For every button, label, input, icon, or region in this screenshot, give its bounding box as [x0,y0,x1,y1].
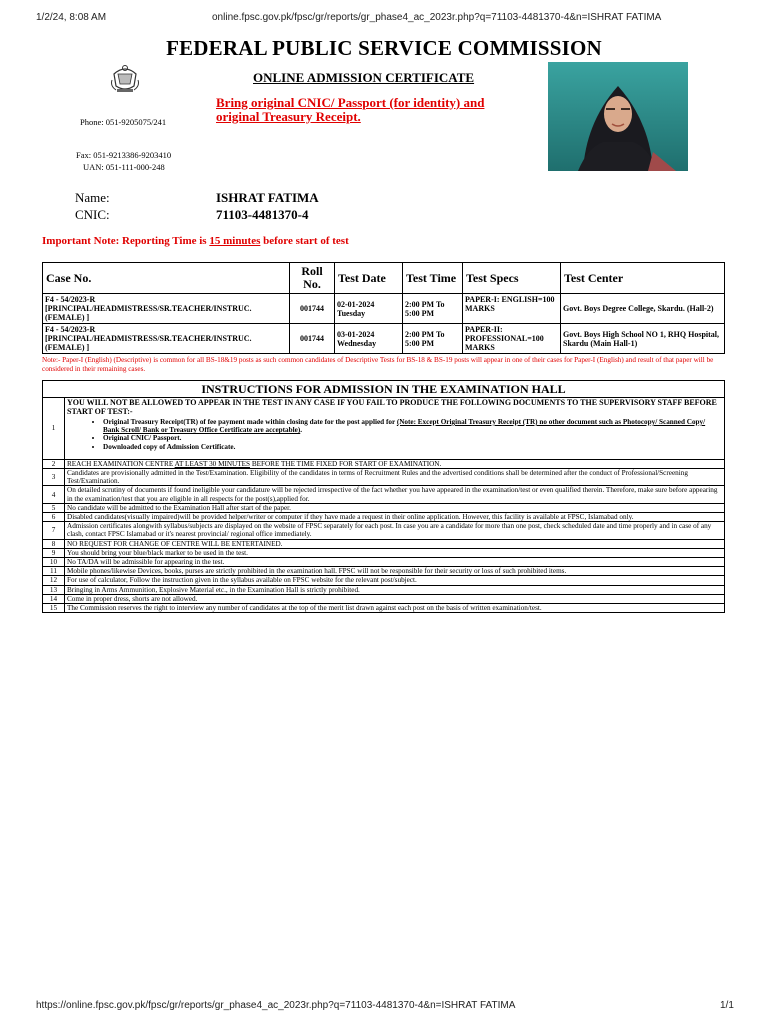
instruction-number: 13 [43,585,65,594]
instruction-text [65,398,725,460]
instruction-row [43,522,725,539]
center-cell: Govt. Boys High School NO 1, RHQ Hospital, Skardu (Main Hall-1) [561,324,725,354]
instruction-number: 11 [43,567,65,576]
instruction-text: No TA/DA will be admissible for appearing in the test. [65,558,725,567]
bring-line-1: Bring original CNIC/ Passport (for identity) and [216,95,485,110]
instruction-row [43,594,725,603]
list-item: • Original CNIC/ Passport. [103,434,722,442]
specs-cell: PAPER-I: ENGLISH=100 MARKS [463,294,561,324]
reporting-time-note [42,235,349,247]
instruction-text: Disabled candidates(visually impaired)will be provided helper/writer or computer if they have made a request in their online application. However, this facility is available at FPSC, Islamabad only. [65,513,725,522]
instruction-number: 2 [43,459,65,468]
required-documents-warning: YOU WILL NOT BE ALLOWED TO APPEAR IN THE TEST IN ANY CASE IF YOU FAIL TO PRODUCE THE FOLLOWING DOCUMENTS TO THE SUPERVISORY STAFF BEFORE START OF TEST:- [67,398,717,416]
uan-number: UAN: 051-111-000-248 [83,162,165,172]
print-datetime: 1/2/24, 8:08 AM [36,12,107,23]
instruction-number: 12 [43,576,65,585]
instruction-row [43,539,725,548]
instruction-number: 1 [43,398,65,460]
header-test-time: Test Time [403,263,463,294]
date-cell: 02-01-2024 Tuesday [335,294,403,324]
center-cell: Govt. Boys Degree College, Skardu. (Hall-2) [561,294,725,324]
reach-centre-post: BEFORE THE TIME FIXED FOR START OF EXAMINATION. [250,459,442,468]
instruction-number: 6 [43,513,65,522]
instruction-text: The Commission reserves the right to interview any number of candidates at the top of the merit list drawn against each post on the basis of written examination/test. [65,604,725,613]
header-test-date: Test Date [335,263,403,294]
instruction-row [43,503,725,512]
instruction-text: Mobile phones/likewise Devices, books, purses are strictly prohibited in the examination hall. FPSC will not be responsible for their security or loss of such prohibited items. [65,567,725,576]
bring-line-2: original Treasury Receipt. [216,109,361,124]
reach-centre-pre: REACH EXAMINATION CENTRE [67,459,175,468]
certificate-title: ONLINE ADMISSION CERTIFICATE [253,70,475,85]
instruction-number: 7 [43,522,65,539]
header-case-no: Case No. [43,263,290,294]
instruction-text: Bringing in Arms Ammunition, Explosive Material etc., in the Examination Hall is strictly prohibited. [65,585,725,594]
instruction-row [43,398,725,460]
treasury-receipt-note: (Note: Except Original Treasury Receipt (TR) no other document such as Photocopy/ Scanned Copy/ Bank Scroll/ Bank or Treasury Office Certificate are acceptable) [103,418,706,435]
print-url-bottom: https://online.fpsc.gov.pk/fpsc/gr/reports/gr_phase4_ac_2023r.php?q=71103-4481370-4&n=ISHRAT FATIMA [36,1000,516,1011]
specs-cell: PAPER-II: PROFESSIONAL=100 MARKS [463,324,561,354]
instructions-header-row [43,381,725,398]
fax-number: Fax: 051-9213386-9203410 [76,150,172,160]
instruction-number: 3 [43,469,65,486]
instruction-row [43,486,725,503]
header-test-center: Test Center [561,263,725,294]
reporting-prefix: Important Note: Reporting Time is [42,235,210,247]
instruction-text: For use of calculator, Follow the instruction given in the syllabus available on FPSC website for the relevant post/subject. [65,576,725,585]
instruction-text: You should bring your blue/black marker to be used in the test. [65,548,725,557]
name-label: Name: [75,190,110,205]
bring-documents-notice [216,96,536,124]
cnic-label: CNIC: [75,207,110,222]
instruction-row [43,558,725,567]
candidate-cnic: 71103-4481370-4 [216,207,309,222]
time-cell: 2:00 PM To 5:00 PM [403,324,463,354]
list-item [103,418,722,434]
reporting-minutes: 15 minutes [209,235,261,247]
instruction-row [43,459,725,468]
candidate-photo [548,62,688,171]
instruction-text: Admission certificates alongwith syllabus/subjects are displayed on the website of FPSC separately for each post. In case you are a candidate for more than one post, check scheduled date and time properly and in case of any clash, contact FPSC Islamabad or it's nearest provincial/ regional office immediately. [65,522,725,539]
instruction-row [43,469,725,486]
roll-cell: 001744 [290,294,335,324]
instruction-text: NO REQUEST FOR CHANGE OF CENTRE WILL BE ENTERTAINED. [65,539,725,548]
instruction-text: Come in proper dress, shorts are not allowed. [65,594,725,603]
case-cell: F4 - 54/2023-R [PRINCIPAL/HEADMISTRESS/SR.TEACHER/INSTRUC. (FEMALE) ] [43,324,290,354]
instruction-number: 10 [43,558,65,567]
treasury-receipt-text: Original Treasury Receipt(TR) of fee payment made within closing date for the post applied for [103,418,397,426]
instruction-text: Candidates are provisionally admitted in the Test/Examination. Eligibility of the candidates in terms of Recruitment Rules and the advertised conditions shall be determined after the conduct of Professional/Screening Test/Examination. [65,469,725,486]
instruction-number: 14 [43,594,65,603]
test-schedule-table [42,262,725,354]
print-url-top: online.fpsc.gov.pk/fpsc/gr/reports/gr_phase4_ac_2023r.php?q=71103-4481370-4&n=ISHRAT FATIMA [212,12,662,23]
time-cell: 2:00 PM To 5:00 PM [403,294,463,324]
instruction-number: 5 [43,503,65,512]
date-cell: 03-01-2024 Wednesday [335,324,403,354]
table-header-row [43,263,725,294]
case-cell: F4 - 54/2023-R [PRINCIPAL/HEADMISTRESS/SR.TEACHER/INSTRUC. (FEMALE) ] [43,294,290,324]
phone-number: Phone: 051-9205075/241 [80,117,167,127]
instruction-row [43,548,725,557]
table-row [43,324,725,354]
page-title: FEDERAL PUBLIC SERVICE COMMISSION [166,36,602,60]
instruction-row [43,585,725,594]
instruction-number: 9 [43,548,65,557]
instruction-row [43,576,725,585]
reporting-suffix: before start of test [260,235,349,247]
treasury-receipt-end: . [300,426,303,435]
instruction-number: 8 [43,539,65,548]
roll-cell: 001744 [290,324,335,354]
instruction-text: No candidate will be admitted to the Examination Hall after start of the paper. [65,503,725,512]
header-roll-no: Roll No. [290,263,335,294]
reach-centre-time: AT LEAST 30 MINUTES [174,459,251,468]
candidate-name: ISHRAT FATIMA [216,190,319,205]
print-page-count: 1/1 [720,1000,734,1011]
instructions-table [42,380,725,613]
instruction-text [65,459,725,468]
list-item: • Downloaded copy of Admission Certificate. [103,443,722,451]
paper-note: Note:- Paper-I (English) (Descriptive) is common for all BS-18&19 posts as such common candidates of Descriptive Tests for BS-18 & BS-19 posts will appear in one of their cases for Paper-I (English) and result of that paper will be considered in their remaining cases. [42,356,714,373]
state-emblem-logo [108,60,142,94]
instruction-number: 4 [43,486,65,503]
instruction-text: On detailed scrutiny of documents if found ineligible your candidature will be rejected irrespective of the fact whether you have appeared in the examination/test or even qualified therein. Therefore, make sure before appearing in the examination/test that you are eligible in all respects for the post(s),applied for. [65,486,725,503]
table-row [43,294,725,324]
instruction-number: 15 [43,604,65,613]
instruction-row [43,513,725,522]
header-test-specs: Test Specs [463,263,561,294]
required-documents-list [103,418,722,451]
instruction-row [43,567,725,576]
instruction-row [43,604,725,613]
instructions-title: INSTRUCTIONS FOR ADMISSION IN THE EXAMINATION HALL [43,381,725,398]
